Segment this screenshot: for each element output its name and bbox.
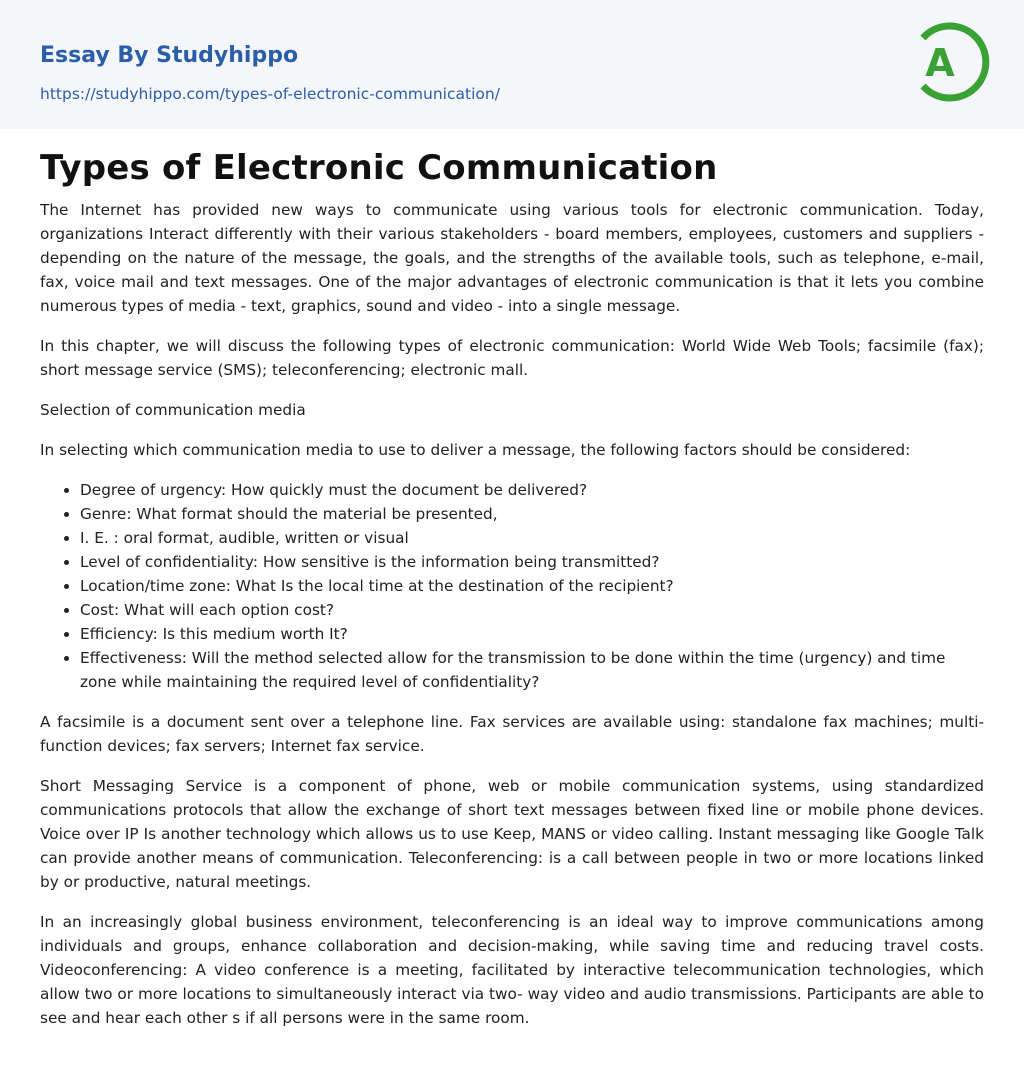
source-url-link[interactable]: https://studyhippo.com/types-of-electronic-communication/ (40, 85, 500, 103)
page-header (0, 0, 1024, 129)
factors-list (40, 478, 984, 694)
list-item: • Degree of urgency: How quickly must the document be delivered? (80, 478, 984, 502)
article (40, 146, 984, 1046)
paragraph-facsimile: A facsimile is a document sent over a telephone line. Fax services are available using: standalone fax machines; multi-function devices; fax servers; Internet fax service. (40, 713, 984, 755)
article-title: Types of Electronic Communication (40, 148, 718, 188)
logo-letter: A (925, 41, 955, 85)
section-heading-selection: Selection of communication media (40, 401, 306, 419)
paragraph-factors-intro: In selecting which communication media to use to deliver a message, the following factors should be considered: (40, 441, 911, 459)
list-item: • Genre: What format should the material be presented, (80, 502, 984, 526)
studyhippo-logo-icon (906, 18, 990, 106)
paragraph-chapter-overview: In this chapter, we will discuss the following types of electronic communication: World Wide Web Tools; facsimile (fax); short message service (SMS); teleconferencing; electronic mall. (40, 337, 984, 379)
site-brand: Essay By Studyhippo (40, 43, 299, 68)
list-item: • Level of confidentiality: How sensitive is the information being transmitted? (80, 550, 984, 574)
list-item: • Efficiency: Is this medium worth It? (80, 622, 984, 646)
list-item: • Effectiveness: Will the method selected allow for the transmission to be done within the time (urgency) and time zone while maintaining the required level of confidentiality? (80, 646, 984, 694)
list-item: • Cost: What will each option cost? (80, 598, 984, 622)
paragraph-sms: Short Messaging Service is a component of phone, web or mobile communication systems, using standardized communications protocols that allow the exchange of short text messages between fixed line or mobile phone devices. Voice over IP Is another technology which allows us to use Keep, MANS or video calling. Instant messaging like Google Talk can provide another means of communication. Teleconferencing: is a call between people in two or more locations linked by or productive, natural meetings. (40, 777, 984, 891)
paragraph-intro: The Internet has provided new ways to communicate using various tools for electronic communication. Today, organizations Interact differently with their various stakeholders - board members, employees, customers and suppliers - depending on the nature of the message, the goals, and the strengths of the available tools, such as telephone, e-mail, fax, voice mail and text messages. One of the major advantages of electronic communication is that it lets you combine numerous types of media - text, graphics, sound and video - into a single message. (40, 201, 984, 315)
paragraph-teleconferencing: In an increasingly global business environment, teleconferencing is an ideal way to improve communications among individuals and groups, enhance collaboration and decision-making, while saving time and reducing travel costs. Videoconferencing: A video conference is a meeting, facilitated by interactive telecommunication technologies, which allow two or more locations to simultaneously interact via two- way video and audio transmissions. Participants are able to see and hear each other s if all persons were in the same room. (40, 913, 984, 1027)
list-item: • Location/time zone: What Is the local time at the destination of the recipient? (80, 574, 984, 598)
list-item: • I. E. : oral format, audible, written or visual (80, 526, 984, 550)
